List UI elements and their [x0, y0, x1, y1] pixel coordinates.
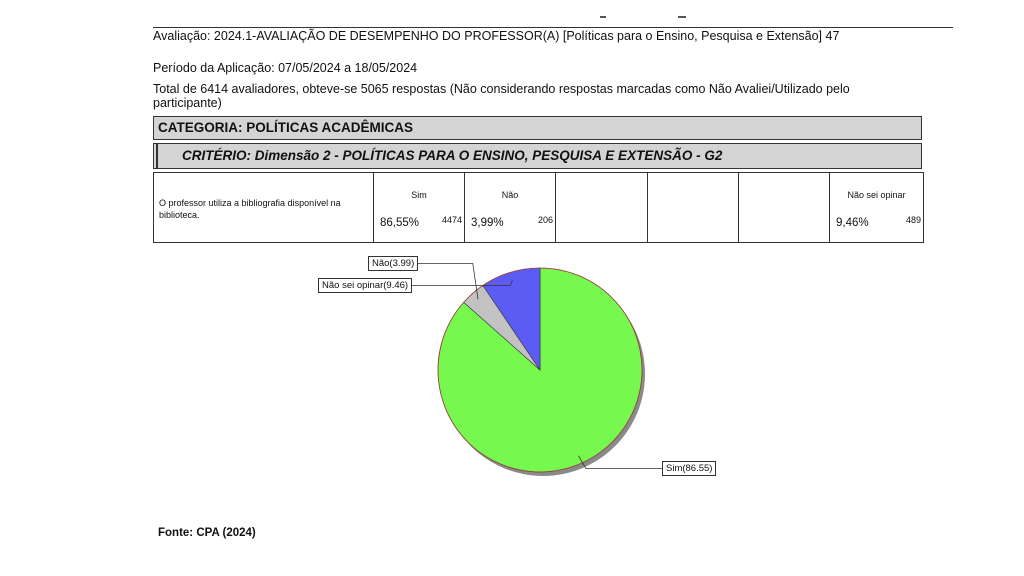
top-rule	[153, 27, 953, 28]
total-line: Total de 6414 avaliadores, obteve-se 5065 respostas (Não considerando respostas marcadas como Não Avaliei/Utilizado pelo participante)	[153, 82, 850, 110]
categoria-header: CATEGORIA: POLÍTICAS ACADÊMICAS	[153, 116, 922, 140]
option-sim-cell	[374, 173, 465, 243]
avaliacao-line: Avaliação: 2024.1-AVALIAÇÃO DE DESEMPENHO DO PROFESSOR(A) [Políticas para o Ensino, Pesquisa e Extensão] 47	[153, 29, 840, 43]
option-nso-pct: 9,46%	[836, 217, 869, 229]
option-sim-pct: 86,55%	[380, 217, 420, 229]
empty-cell-1	[556, 173, 648, 243]
option-nso-label: Não sei opinar	[847, 190, 906, 200]
response-table	[153, 172, 924, 243]
question-text: O professor utiliza a bibliografia disponível na biblioteca.	[159, 198, 341, 220]
criterio-text: CRITÉRIO: Dimensão 2 - POLÍTICAS PARA O ENSINO, PESQUISA E EXTENSÃO - G2	[182, 148, 723, 163]
question-cell	[154, 173, 374, 243]
pie-label-nao: Não(3.99)	[368, 256, 418, 271]
source-note: Fonte: CPA (2024)	[158, 527, 256, 539]
top-marks	[600, 16, 690, 22]
option-nao-pct: 3,99%	[471, 217, 504, 229]
option-nao-cell	[465, 173, 556, 243]
pie-leader-line-1	[418, 264, 478, 300]
option-nso-count: 489	[905, 215, 921, 225]
criterio-header	[153, 143, 922, 169]
empty-cell-3	[739, 173, 830, 243]
option-nao-count: 206	[537, 215, 553, 225]
pie-label-nao-sei-opinar: Não sei opinar(9.46)	[318, 278, 412, 293]
option-sim-count: 4474	[441, 215, 462, 225]
option-sim-label: Sim	[411, 190, 427, 200]
option-nao-label: Não	[501, 190, 519, 200]
option-nso-cell	[830, 173, 924, 243]
periodo-line: Período da Aplicação: 07/05/2024 a 18/05/2024	[153, 61, 418, 75]
pie-label-sim: Sim(86.55)	[662, 461, 716, 476]
empty-cell-2	[648, 173, 739, 243]
